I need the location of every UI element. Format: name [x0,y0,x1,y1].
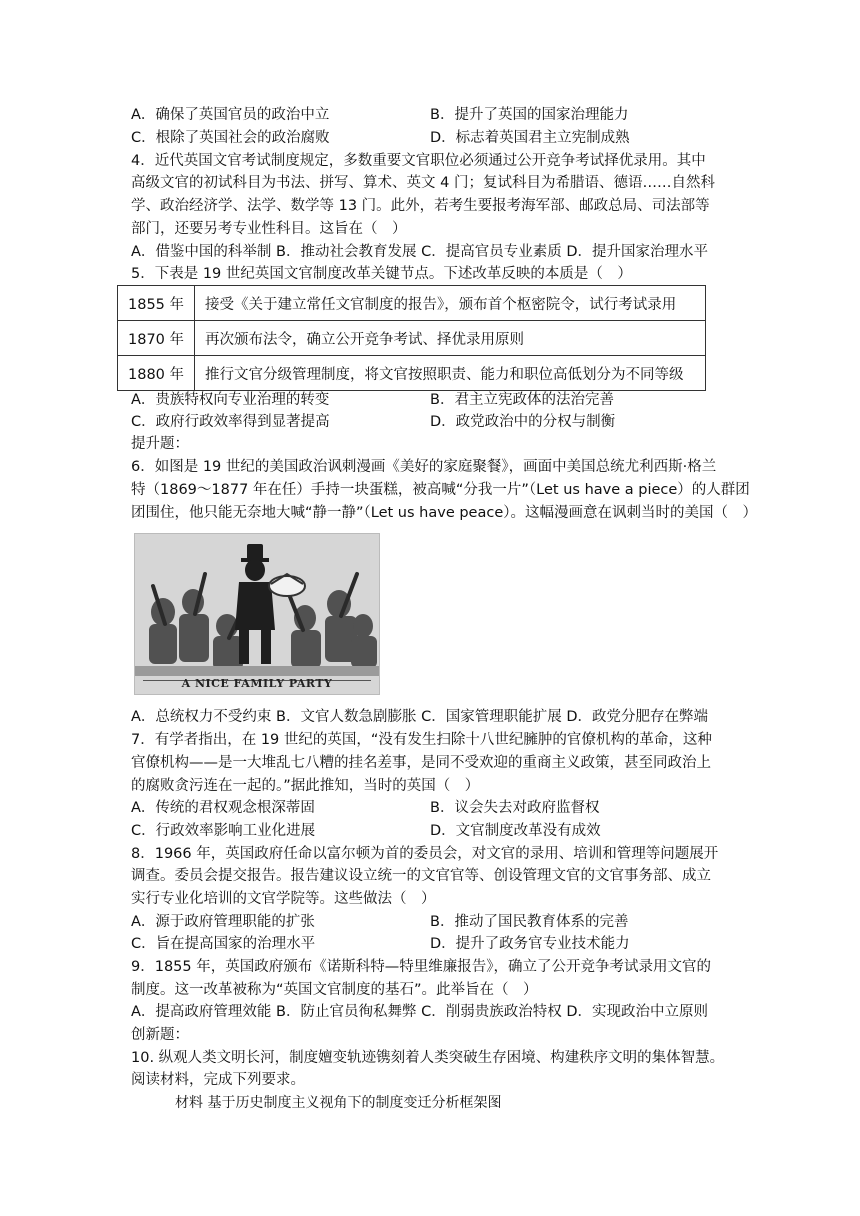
q6-stem-line: 6．如图是 19 世纪的美国政治讽刺漫画《美好的家庭聚餐》，画面中美国总统尤利西斯·格兰 [131,459,717,475]
q6-stem-line: 团围住，他只能无奈地大喊“静一静”（Let us have peace）。这幅漫画意在讽刺当时的美国（ ） [131,505,758,521]
q4-options: A．借鉴中国的科举制 B．推动社会教育发展 C．提高官员专业素质 D．提升国家治理水平 [131,244,708,260]
table-cell-year: 1880 年 [118,356,195,391]
q3-option-c: C．根除了英国社会的政治腐败 [131,130,330,146]
table-cell-year: 1855 年 [118,286,195,321]
q10-material-caption: 材料 基于历史制度主义视角下的制度变迁分析框架图 [175,1095,502,1111]
q5-stem: 5．下表是 19 世纪英国文官制度改革关键节点。下述改革反映的本质是（ ） [131,266,632,282]
reform-table [117,285,706,391]
q8-option-b: B．推动了国民教育体系的完善 [430,914,629,930]
q7-option-c: C．行政效率影响工业化进展 [131,823,316,839]
table-cell-event: 推行文官分级管理制度，将文官按照职责、能力和职位高低划分为不同等级 [195,356,706,391]
q5-option-b: B．君主立宪政体的法治完善 [430,392,614,408]
q5-option-c: C．政府行政效率得到显著提高 [131,414,330,430]
q3-option-b: B．提升了英国的国家治理能力 [430,107,629,123]
cartoon-illustration [135,534,379,694]
q7-stem-line: 官僚机构——是一大堆乱七八糟的挂名差事，是同不受欢迎的重商主义政策，甚至同政治上 [131,755,711,771]
political-cartoon-image [134,533,380,695]
q8-stem-line: 实行专业化培训的文官学院等。这些做法（ ） [131,891,436,907]
cartoon-caption: A NICE FAMILY PARTY [181,677,333,690]
table-row [118,286,706,321]
q9-stem-line: 制度。这一改革被称为“英国文官制度的基石”。此举旨在（ ） [131,982,538,998]
section-heading-new: 创新题： [131,1027,189,1043]
q4-stem-line: 部门，还要另考专业性科目。这旨在（ ） [131,221,407,237]
q7-option-d: D．文官制度改革没有成效 [430,823,601,839]
table-row [118,356,706,391]
q8-option-c: C．旨在提高国家的治理水平 [131,936,316,952]
q8-option-a: A．源于政府管理职能的扩张 [131,914,315,930]
table-cell-year: 1870 年 [118,321,195,356]
q3-option-d: D．标志着英国君主立宪制成熟 [430,130,630,146]
q7-stem-line: 的腐败贪污连在一起的。”据此推知，当时的英国（ ） [131,778,480,794]
q7-option-a: A．传统的君权观念根深蒂固 [131,800,315,816]
q4-stem-line: 4．近代英国文官考试制度规定，多数重要文官职位必须通过公开竞争考试择优录用。其中 [131,153,706,169]
q6-stem-line: 特（1869～1877 年在任）手持一块蛋糕，被高喊“分我一片”（Let us have a piece）的人群团 [131,482,750,498]
q3-option-a: A．确保了英国官员的政治中立 [131,107,330,123]
q9-stem-line: 9．1855 年，英国政府颁布《诺斯科特—特里维廉报告》，确立了公开竞争考试录用文官的 [131,959,711,975]
q8-stem-line: 8．1966 年，英国政府任命以富尔顿为首的委员会，对文官的录用、培训和管理等问题展开 [131,846,719,862]
q5-option-a: A．贵族特权向专业治理的转变 [131,392,330,408]
q10-stem-line: 10. 纵观人类文明长河，制度嬗变轨迹镌刻着人类突破生存困境、构建秩序文明的集体智慧。 [131,1050,725,1066]
q4-stem-line: 学、政治经济学、法学、数学等 13 门。此外，若考生要报考海军部、邮政总局、司法部等 [131,198,710,214]
table-cell-event: 再次颁布法令，确立公开竞争考试、择优录用原则 [195,321,706,356]
q7-stem-line: 7．有学者指出，在 19 世纪的英国，“没有发生扫除十八世纪臃肿的官僚机构的革命，这种 [131,732,712,748]
table-row [118,321,706,356]
q10-stem-line: 阅读材料，完成下列要求。 [131,1072,305,1088]
q4-stem-line: 高级文官的初试科目为书法、拼写、算术、英文 4 门；复试科目为希腊语、德语……自然科 [131,175,715,191]
table-cell-event: 接受《关于建立常任文官制度的报告》，颁布首个枢密院令，试行考试录用 [195,286,706,321]
q7-option-b: B．议会失去对政府监督权 [430,800,600,816]
q9-options: A．提高政府管理效能 B．防止官员徇私舞弊 C．削弱贵族政治特权 D．实现政治中立原则 [131,1004,708,1020]
q8-option-d: D．提升了政务官专业技术能力 [430,936,630,952]
q5-option-d: D．政党政治中的分权与制衡 [430,414,616,430]
section-heading-up: 提升题： [131,436,189,452]
q8-stem-line: 调查。委员会提交报告。报告建议设立统一的文官官等、创设管理文官的文官事务部、成立 [131,868,711,884]
q6-options: A．总统权力不受约束 B．文官人数急剧膨胀 C．国家管理职能扩展 D．政党分肥存在弊端 [131,709,708,725]
